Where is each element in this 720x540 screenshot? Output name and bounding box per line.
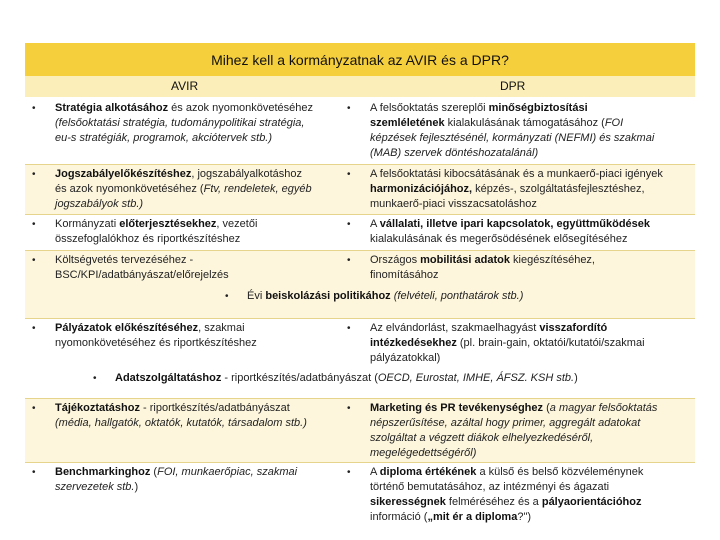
table-row	[25, 101, 695, 163]
bullet-icon: •	[32, 323, 36, 334]
row7-right: A diploma értékének a külső és belső közvéleménynek történő bemutatásához, az intézményi és ágazati sikerességnek felméréséhez és a pályaorientációhoz információ („mit ér a diploma?")	[370, 466, 644, 523]
wide-row-adatszolgaltatas: Adatszolgáltatáshoz - riportkészítés/adatbányászat (OECD, Eurostat, IMHE, ÁFSZ. KSH stb.)	[115, 372, 578, 384]
slide-title-text: Mihez kell a kormányzatnak az AVIR és a DPR?	[211, 51, 509, 68]
bullet-icon: •	[32, 403, 36, 414]
table-row	[25, 462, 695, 531]
table-row	[25, 250, 695, 319]
bullet-icon: •	[225, 291, 229, 302]
row3-left: Kormányzati előterjesztésekhez, vezetői összefoglalókhoz és riportkészítéshez	[55, 218, 258, 245]
bullet-icon: •	[347, 219, 351, 230]
row4-left: Költségvetés tervezéséhez - BSC/KPI/adatbányászat/előrejelzés	[55, 254, 229, 281]
bullet-icon: •	[347, 255, 351, 266]
bullet-icon: •	[93, 373, 97, 384]
row6-right: Marketing és PR tevékenységhez (a magyar felsőoktatás népszerűsítése, azáltal hogy primer, aggregált adatokat szolgáltat a végzett diákok elhelyezkedéséről, megelégedettségéről)	[370, 402, 658, 459]
table-row	[25, 398, 695, 463]
bullet-icon: •	[32, 103, 36, 114]
bullet-icon: •	[32, 467, 36, 478]
row2-right: A felsőoktatási kibocsátásának és a munkaerő-piaci igények harmonizációjához, képzés-, szolgáltatásfejlesztéshez, munkaerő-piaci visszacsatoláshoz	[370, 168, 663, 210]
bullet-icon: •	[32, 169, 36, 180]
wide-row-beiskolazas: Évi beiskolázási politikához (felvételi, ponthatárok stb.)	[247, 290, 524, 302]
bullet-icon: •	[32, 219, 36, 230]
row7-left: Benchmarkinghoz (FOI, munkaerőpiac, szakmai szervezetek stb.)	[55, 466, 298, 493]
column-header-dpr: DPR	[500, 79, 526, 93]
slide-title	[25, 43, 695, 76]
row5-right: Az elvándorlást, szakmaelhagyást visszafordító intézkedésekhez (pl. brain-gain, oktatói/kutatói/szakmai pályázatokkal)	[370, 322, 645, 364]
bullet-icon: •	[347, 103, 351, 114]
row3-right: A vállalati, illetve ipari kapcsolatok, együttműködések kialakulásának és megerősödésének elősegítéséhez	[370, 218, 651, 245]
table-row	[25, 164, 695, 215]
row4-right: Országos mobilitási adatok kiegészítéséhez, finomításához	[370, 254, 595, 281]
bullet-icon: •	[347, 323, 351, 334]
bullet-icon: •	[347, 467, 351, 478]
row5-left: Pályázatok előkészítéséhez, szakmai nyomonkövetéséhez és riportkészítéshez	[55, 322, 257, 349]
column-header-row	[25, 76, 695, 97]
row1-left: Stratégia alkotásához és azok nyomonkövetéséhez (felsőoktatási stratégia, tudománypolitikai stratégia, eu-s stratégiák, programok, akciótervek stb.)	[55, 102, 314, 144]
table-row	[25, 318, 695, 399]
row2-left: Jogszabályelőkészítéshez, jogszabályalkotáshoz és azok nyomonkövetéséhez (Ftv, rendeletek, egyéb jogszabályok stb.)	[55, 168, 312, 210]
bullet-icon: •	[32, 255, 36, 266]
row1-right: A felsőoktatás szereplői minőségbiztosítási szemléletének kialakulásának támogatásához (FOI képzések fejlesztésénél, kormányzati (NEFMI) és szakmai (MAB) szervek döntéshozatalánál)	[370, 102, 655, 159]
bullet-icon: •	[347, 403, 351, 414]
row6-left: Tájékoztatáshoz - riportkészítés/adatbányászat (média, hallgatók, oktatók, kutatók, társadalom stb.)	[55, 402, 307, 429]
bullet-icon: •	[347, 169, 351, 180]
table-row	[25, 214, 695, 251]
column-header-avir: AVIR	[171, 79, 199, 93]
